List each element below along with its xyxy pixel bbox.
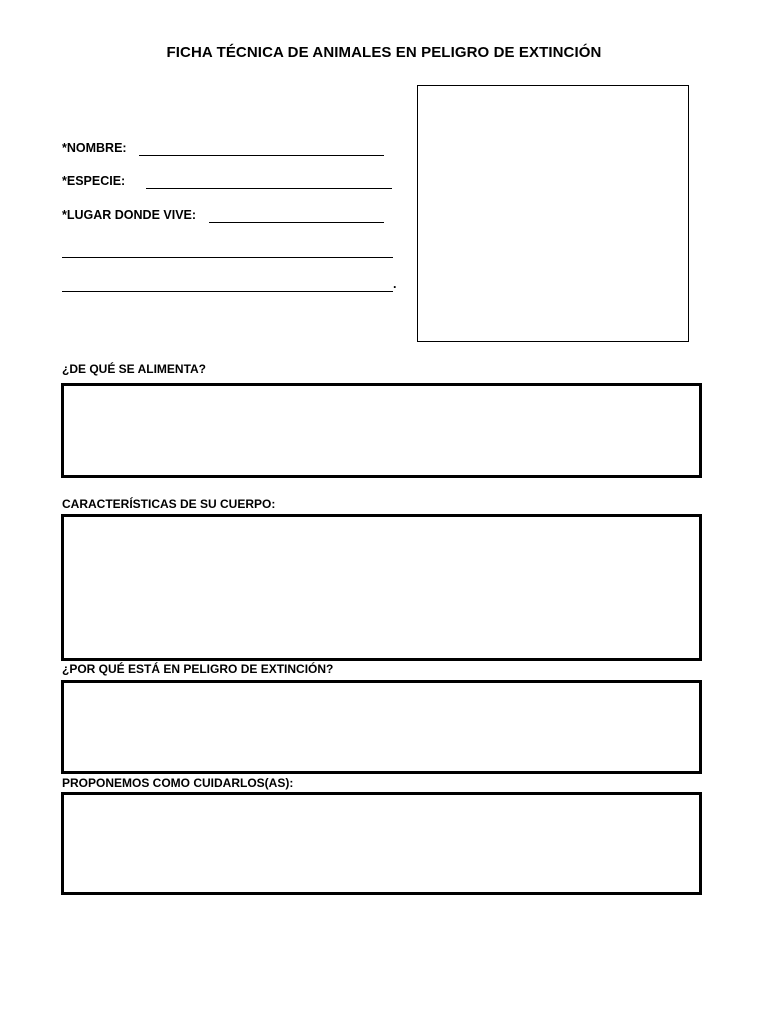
- cuidarlos-label: PROPONEMOS COMO CUIDARLOS(AS):: [62, 776, 294, 790]
- peligro-answer-box[interactable]: [61, 680, 702, 774]
- lugar-input-line[interactable]: [209, 208, 384, 223]
- alimenta-label: ¿DE QUÉ SE ALIMENTA?: [62, 362, 206, 376]
- lugar-continuation-2: [62, 276, 396, 292]
- especie-label: *ESPECIE:: [62, 174, 126, 188]
- alimenta-answer-box[interactable]: [61, 383, 702, 478]
- caracteristicas-answer-box[interactable]: [61, 514, 702, 661]
- lugar-extra-line-2[interactable]: [62, 277, 393, 292]
- lugar-extra-line-1[interactable]: [62, 243, 393, 258]
- lugar-label: *LUGAR DONDE VIVE:: [62, 208, 197, 222]
- caracteristicas-label: CARACTERÍSTICAS DE SU CUERPO:: [62, 497, 276, 511]
- page-title: FICHA TÉCNICA DE ANIMALES EN PELIGRO DE EXTINCIÓN: [166, 44, 602, 61]
- peligro-label: ¿POR QUÉ ESTÁ EN PELIGRO DE EXTINCIÓN?: [62, 662, 334, 676]
- animal-picture-box[interactable]: [417, 85, 689, 342]
- lugar-continuation-1: [62, 242, 393, 258]
- cuidarlos-answer-box[interactable]: [61, 792, 702, 895]
- closing-period: .: [393, 277, 397, 291]
- especie-field: [62, 173, 392, 189]
- especie-input-line[interactable]: [146, 174, 392, 189]
- nombre-label: *NOMBRE:: [62, 141, 127, 155]
- lugar-field: [62, 207, 384, 223]
- nombre-input-line[interactable]: [139, 141, 384, 156]
- nombre-field: [62, 140, 384, 156]
